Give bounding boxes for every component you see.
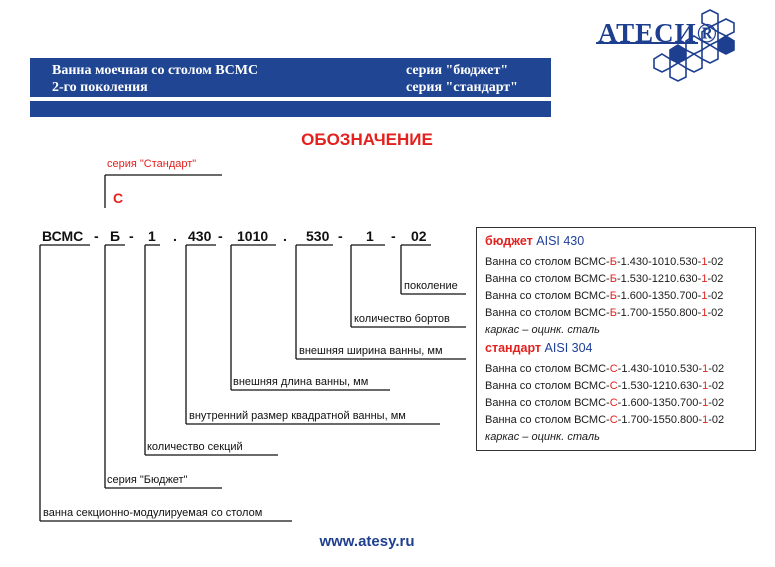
logo-text: АТЕСИ® <box>598 18 718 48</box>
standard-word: стандарт <box>485 341 542 355</box>
header-title-line1: Ванна моечная со столом ВСМС <box>52 63 259 78</box>
budget-model-2: Ванна со столом ВСМС-Б-1.530-1210.630-1-02 <box>485 273 724 285</box>
label-sections: количество секций <box>147 441 243 453</box>
standard-model-2: Ванна со столом ВСМС-С-1.530-1210.630-1-02 <box>485 380 725 392</box>
label-generation: поколение <box>404 280 458 292</box>
code-part-outer-width: 530 <box>306 228 330 244</box>
code-dash: - <box>94 228 99 244</box>
budget-model-1: Ванна со столом ВСМС-Б-1.430-1010.530-1-02 <box>485 256 724 268</box>
code-dot: . <box>173 228 177 244</box>
website-link[interactable]: www.atesy.ru <box>319 533 415 550</box>
label-series-budget: серия "Бюджет" <box>107 474 188 486</box>
code-part-series: Б <box>110 228 121 244</box>
models-box <box>476 227 756 451</box>
standard-heading <box>485 341 593 355</box>
header-series-budget: серия "бюджет" <box>406 63 509 78</box>
label-sides: количество бортов <box>354 313 450 325</box>
code-part-generation: 02 <box>411 228 427 244</box>
code-part-outer-length: 1010 <box>237 228 269 244</box>
code-dash: - <box>218 228 223 244</box>
code-part-type: ВСМС <box>42 228 84 244</box>
label-outer-width: внешняя ширина ванны, мм <box>299 345 443 357</box>
code-dash: - <box>338 228 343 244</box>
standard-frame-note: каркас – оцинк. сталь <box>485 431 600 443</box>
label-inner-size: внутренний размер квадратной ванны, мм <box>189 410 406 422</box>
code-part-sections: 1 <box>148 228 156 244</box>
series-standard-label: серия "Стандарт" <box>107 158 197 170</box>
budget-word: бюджет <box>485 234 533 248</box>
code-part-sides: 1 <box>366 228 374 244</box>
series-standard-code: С <box>113 190 124 206</box>
budget-model-4: Ванна со столом ВСМС-Б-1.700-1550.800-1-02 <box>485 307 724 319</box>
header-title-line2: 2-го поколения <box>52 80 148 95</box>
label-type: ванна секционно-модулируемая со столом <box>43 507 263 519</box>
budget-heading <box>485 234 584 248</box>
header-series-standard: серия "стандарт" <box>406 80 518 95</box>
budget-steel: AISI 430 <box>536 234 585 248</box>
standard-model-3: Ванна со столом ВСМС-С-1.600-1350.700-1-02 <box>485 397 725 409</box>
code-dot: . <box>283 228 287 244</box>
label-outer-length: внешняя длина ванны, мм <box>233 376 369 388</box>
budget-frame-note: каркас – оцинк. сталь <box>485 324 600 336</box>
code-dash: - <box>391 228 396 244</box>
code-dash: - <box>129 228 134 244</box>
page-heading: ОБОЗНАЧЕНИЕ <box>301 130 433 149</box>
standard-steel: AISI 304 <box>544 341 593 355</box>
budget-model-3: Ванна со столом ВСМС-Б-1.600-1350.700-1-02 <box>485 290 724 302</box>
standard-model-4: Ванна со столом ВСМС-С-1.700-1550.800-1-02 <box>485 414 725 426</box>
standard-model-1: Ванна со столом ВСМС-С-1.430-1010.530-1-02 <box>485 363 725 375</box>
code-part-inner-size: 430 <box>188 228 212 244</box>
